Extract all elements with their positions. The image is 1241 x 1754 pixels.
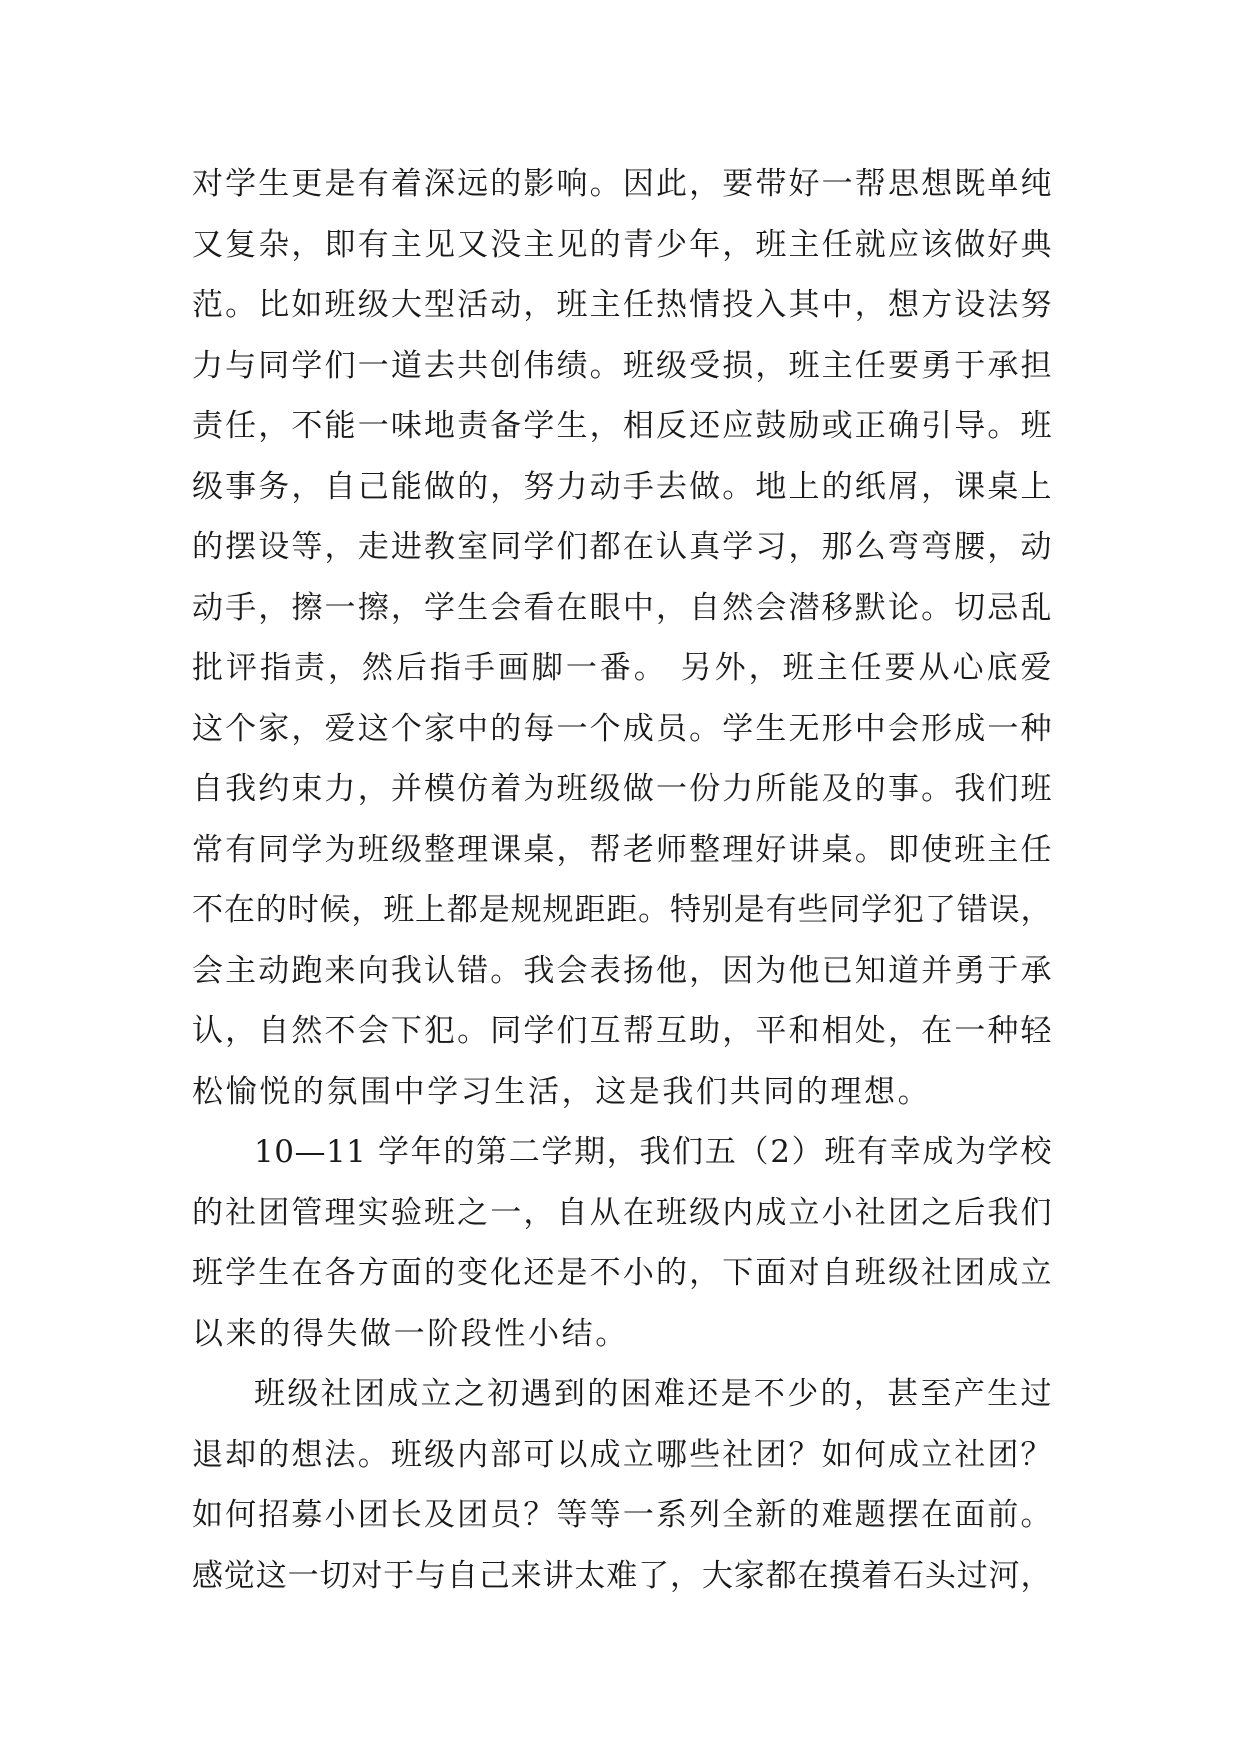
text-line: 的摆设等，走进教室同学们都在认真学习，那么弯弯腰，动 xyxy=(192,529,1052,565)
text-line: 责任，不能一味地责备学生，相反还应鼓励或正确引导。班 xyxy=(192,408,1052,444)
text-line: 批评指责，然后指手画脚一番。 另外，班主任要从心底爱 xyxy=(192,650,1052,686)
text-line: 会主动跑来向我认错。我会表扬他，因为他已知道并勇于承 xyxy=(192,952,1052,989)
text-line: 感觉这一切对于与自己来讲太难了，大家都在摸着石头过河， xyxy=(192,1557,1052,1594)
paragraph-1 xyxy=(192,154,1052,1122)
text-line: 级事务，自己能做的，努力动手去做。地上的纸屑，课桌上 xyxy=(192,468,1052,505)
paragraph-3 xyxy=(192,1364,1052,1606)
text-line: 10—11 学年的第二学期，我们五（2）班有幸成为学校 xyxy=(254,1134,1052,1170)
text-line: 常有同学为班级整理课桌，帮老师整理好讲桌。即使班主任 xyxy=(192,831,1052,868)
text-line: 不在的时候，班上都是规规距距。特别是有些同学犯了错误， xyxy=(192,892,1052,928)
paragraph-2 xyxy=(192,1122,1052,1364)
text-line: 班学生在各方面的变化还是不小的，下面对自班级社团成立 xyxy=(192,1255,1052,1291)
text-line: 动手，擦一擦，学生会看在眼中，自然会潜移默论。切忌乱 xyxy=(192,589,1052,626)
body-text xyxy=(192,154,1052,1606)
text-line: 认，自然不会下犯。同学们互帮互助，平和相处，在一种轻 xyxy=(192,1013,1052,1049)
text-line: 的社团管理实验班之一，自从在班级内成立小社团之后我们 xyxy=(192,1194,1052,1231)
text-line: 如何招募小团长及团员？等等一系列全新的难题摆在面前。 xyxy=(192,1497,1052,1533)
text-line: 对学生更是有着深远的影响。因此，要带好一帮思想既单纯 xyxy=(192,166,1052,202)
text-line: 力与同学们一道去共创伟绩。班级受损，班主任要勇于承担 xyxy=(192,347,1052,384)
text-line: 班级社团成立之初遇到的困难还是不少的，甚至产生过 xyxy=(254,1376,1052,1412)
text-line: 退却的想法。班级内部可以成立哪些社团？如何成立社团？ xyxy=(192,1436,1052,1473)
text-line: 范。比如班级大型活动，班主任热情投入其中，想方设法努 xyxy=(192,287,1052,323)
text-line: 松愉悦的氛围中学习生活，这是我们共同的理想。 xyxy=(192,1073,932,1110)
text-line: 又复杂，即有主见又没主见的青少年，班主任就应该做好典 xyxy=(192,226,1052,263)
text-line: 以来的得失做一阶段性小结。 xyxy=(192,1315,629,1352)
text-line: 自我约束力，并模仿着为班级做一份力所能及的事。我们班 xyxy=(192,771,1052,807)
text-line: 这个家，爱这个家中的每一个成员。学生无形中会形成一种 xyxy=(192,710,1052,747)
